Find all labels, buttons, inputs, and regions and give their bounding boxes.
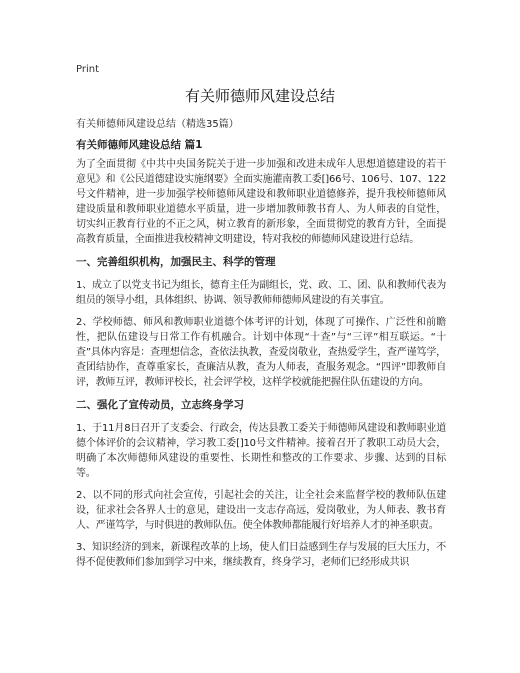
section1-paragraph-1: 1、成立了以党支书记为组长，德育主任为副组长，党、政、工、团、队和教师代表为组员的领导小组，具体组织、协调、领导教师师德师风建设的有关事宜。 (76, 280, 446, 306)
document-title: 有关师德师风建设总结 (184, 87, 335, 105)
section2-paragraph-2: 2、以不同的形式向社会宣传，引起社会的关注，让全社会来监督学校的教师队伍建设，征求社会各界人士的意见，建设出一支志存高远，爱岗敬业，为人师表、教书育人、严谨笃学，与时俱进的教师队伍。使全体教师都能履行好培养人才的神圣职责。 (76, 490, 446, 531)
section2-paragraph-1: 1、于11月8日召开了支委会、行政会，传达县教工委关于师德师风建设和教师职业道德个体评价的会议精神，学习教工委[]10号文件精神。接着召开了教职工动员大会，明确了本次师德师风建设的重要性、长期性和整改的工作要求、步骤、达到的目标等。 (76, 423, 446, 479)
section-heading-2: 二、强化了宣传动员，立志终身学习 (76, 399, 244, 411)
intro-paragraph: 为了全面贯彻《中共中央国务院关于进一步加强和改进未成年人思想道德建设的若干意见》和《公民道德建设实施纲要》全面实施灌南教工委[]66号、106号、107、122号文件精神，进一步加强学校师德师风建设和教师职业道德修养，提升我校师德师风建设质量和教师职业道德水平质量，进一步增加教师教书育人、为人师表的自觉性，切实纠正教育行业的不正之风，树立教育的新形象，全面贯彻党的教育方针，全面提高教育质量，全面推进我校精神文明建设，特对我校的师德师风建设进行总结。 (76, 159, 446, 245)
section2-paragraph-3: 3、知识经济的到来，新课程改革的上场，使人们日益感到生存与发展的巨大压力，不得不促使教师们参加到学习中来，继续教育，终身学习，老师们已经形成共识 (76, 542, 446, 568)
article-heading: 有关师德师风建设总结 篇1 (76, 139, 203, 151)
document-body (76, 117, 446, 577)
document-subtitle: 有关师德师风建设总结（精选35篇） (76, 119, 239, 130)
section1-paragraph-2: 2、学校师德、师风和教师职业道德个体考评的计划，体现了可操作、广泛性和前瞻性，把队伍建设与日常工作有机融合。计划中体现“十查”与“三评”相互联运。“十查”具体内容是：查理想信念，查依法执教，查爱岗敬业，查热爱学生，查严谨笃学，查团结协作，查尊重家长，查廉洁从教，查为人师表，查服务观念。“四评”即教师自评，教师互评，教师评校长，社会评学校，这样学校就能把握住队伍建设的方向。 (76, 317, 446, 388)
section-heading-1: 一、完善组织机构，加强民主、科学的管理 (76, 256, 276, 268)
print-link[interactable]: Print (76, 64, 100, 75)
